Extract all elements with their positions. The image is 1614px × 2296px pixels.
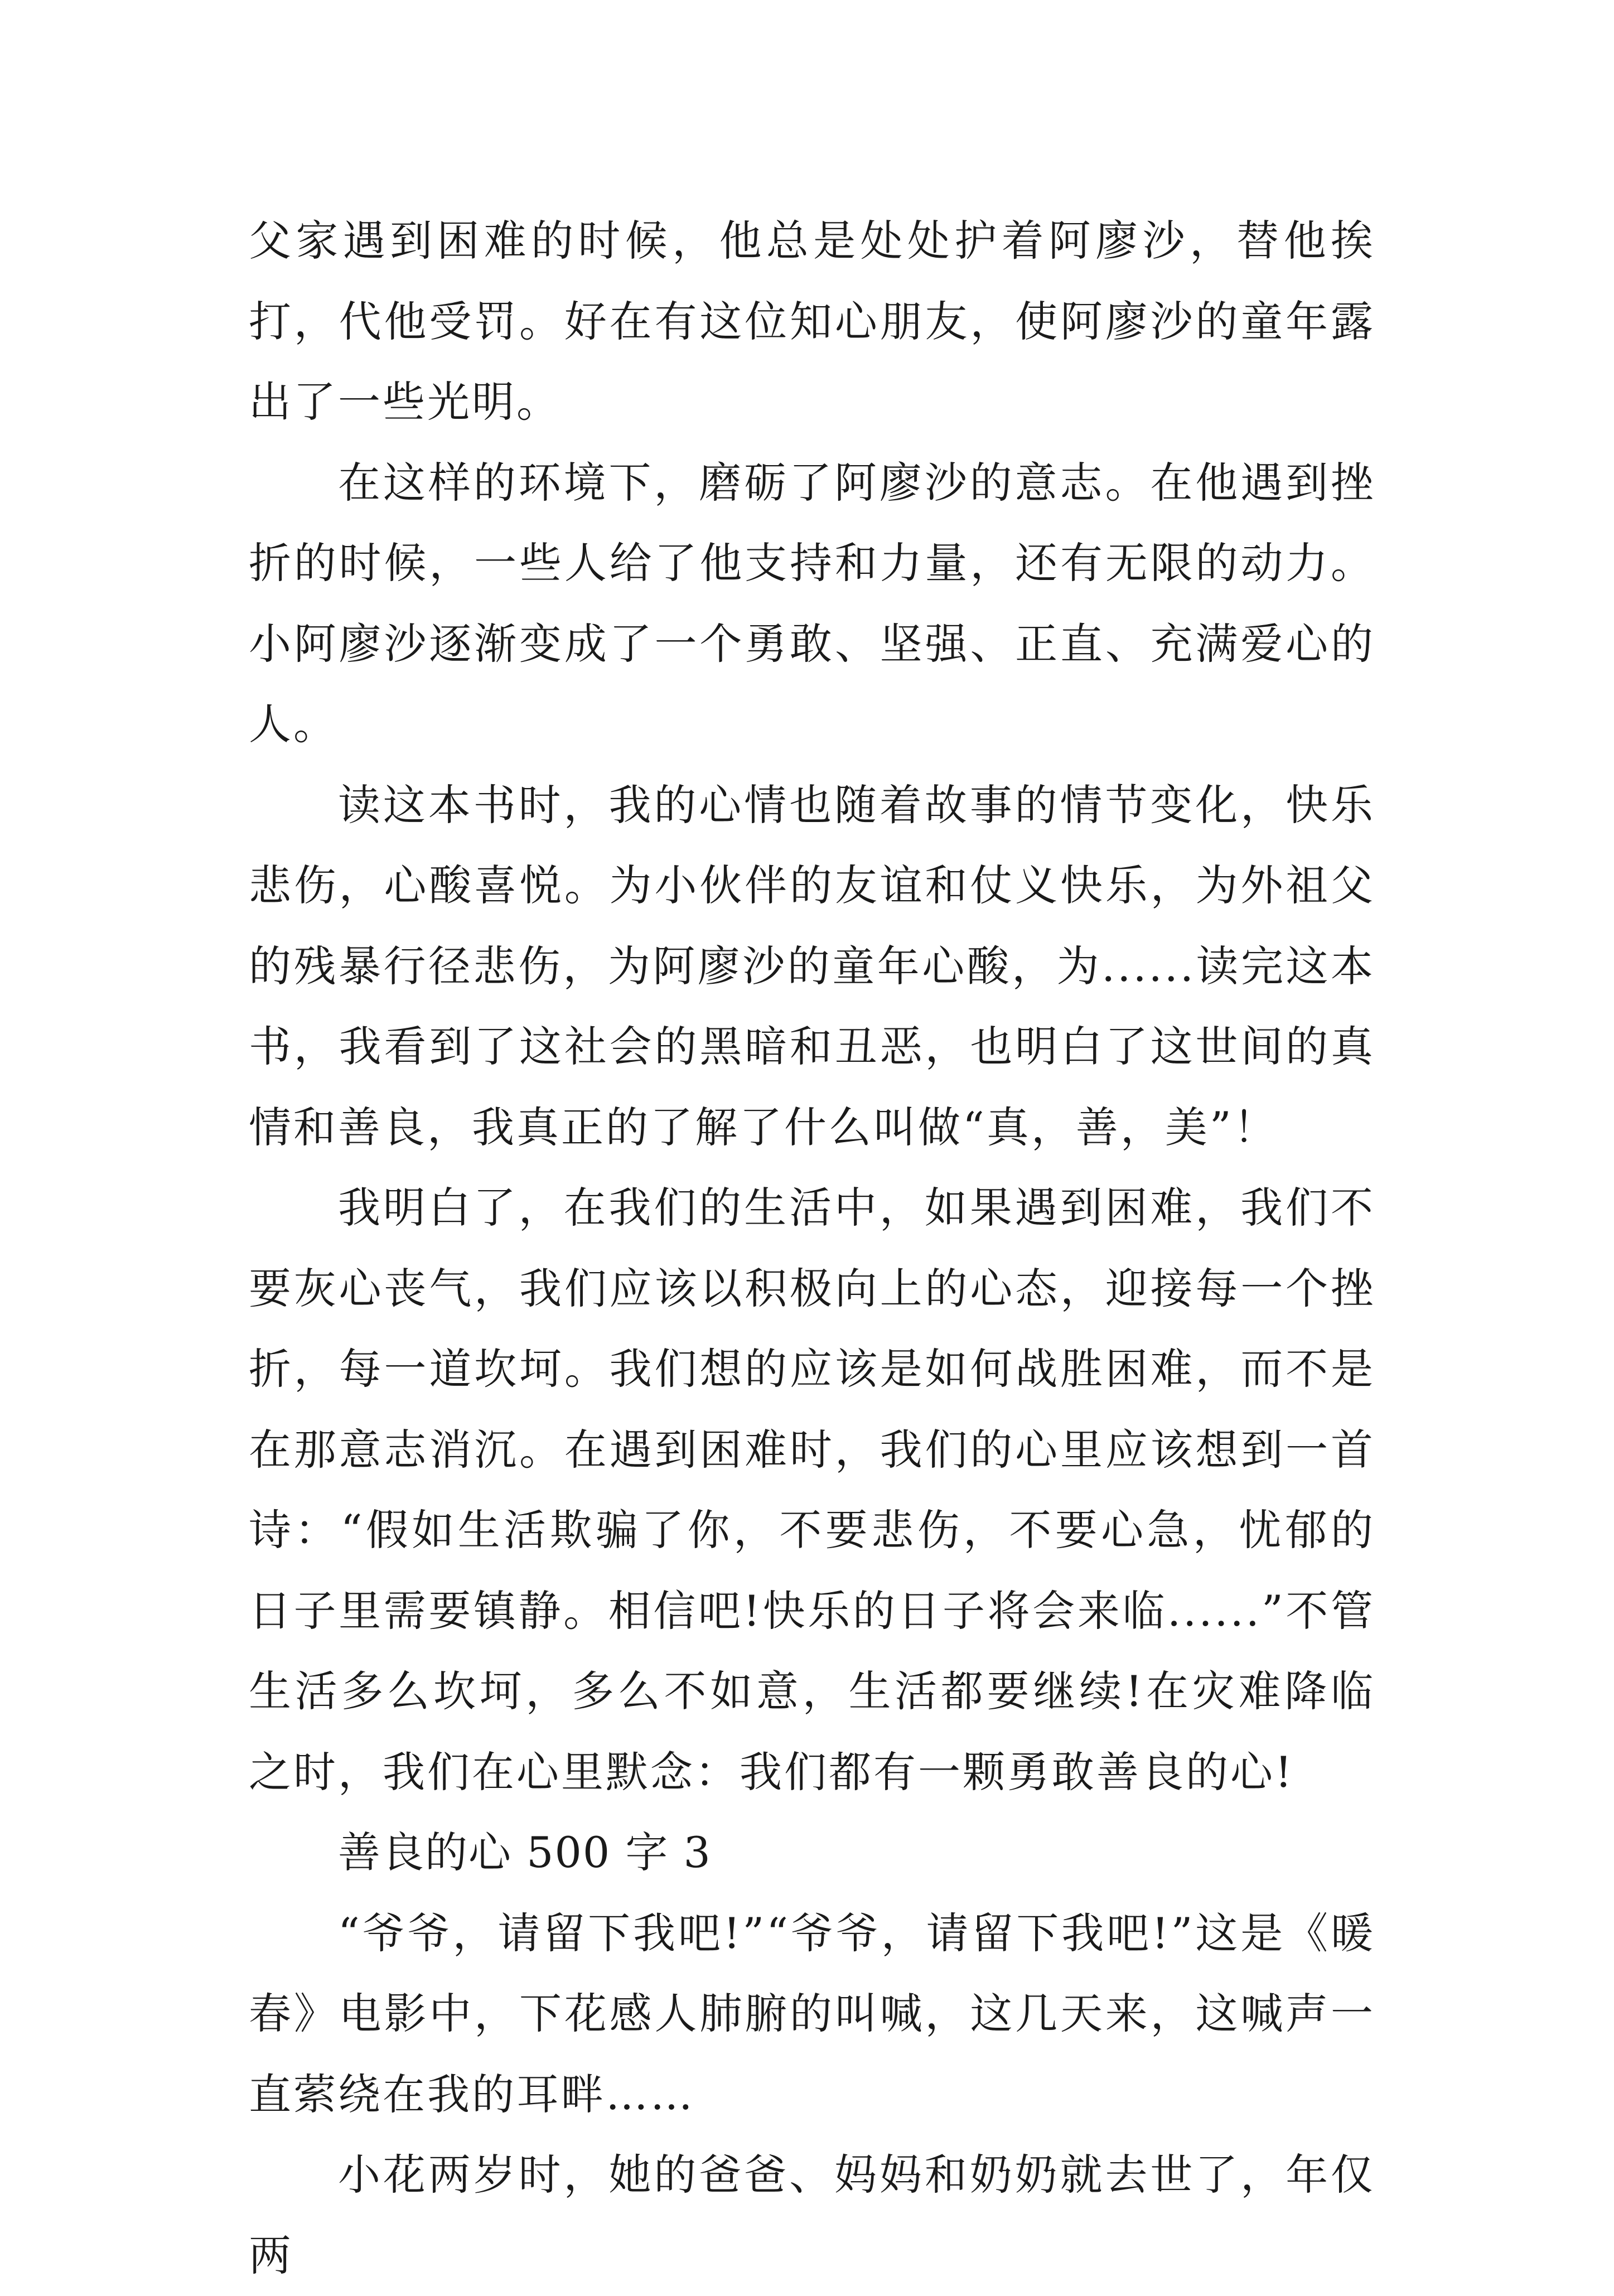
- paragraph: 读这本书时，我的心情也随着故事的情节变化，快乐悲伤，心酸喜悦。为小伙伴的友谊和仗义快乐，为外祖父的残暴行径悲伤，为阿廖沙的童年心酸，为......读完这本书，我看到了这社会的黑暗和丑恶，也明白了这世间的真情和善良，我真正的了解了什么叫做“真，善，美”！: [249, 780, 1375, 1152]
- paragraph: 小花两岁时，她的爸爸、妈妈和奶奶就去世了，年仅两: [249, 2150, 1375, 2280]
- paragraph: 父家遇到困难的时候，他总是处处护着阿廖沙，替他挨打，代他受罚。好在有这位知心朋友，使阿廖沙的童年露出了一些光明。: [249, 216, 1375, 427]
- body-text: [249, 201, 1375, 2296]
- paragraph: 我明白了，在我们的生活中，如果遇到困难，我们不要灰心丧气，我们应该以积极向上的心态，迎接每一个挫折，每一道坎坷。我们想的应该是如何战胜困难，而不是在那意志消沉。在遇到困难时，我们的心里应该想到一首诗：“假如生活欺骗了你，不要悲伤，不要心急，忧郁的日子里需要镇静。相信吧!快乐的日子将会来临......”不管生活多么坎坷，多么不如意，生活都要继续!在灾难降临之时，我们在心里默念：我们都有一颗勇敢善良的心!: [249, 1183, 1375, 1797]
- paragraph: 在这样的环境下，磨砺了阿廖沙的意志。在他遇到挫折的时候，一些人给了他支持和力量，还有无限的动力。小阿廖沙逐渐变成了一个勇敢、坚强、正直、充满爱心的人。: [249, 457, 1375, 749]
- section-heading: 善良的心 500 字 3: [338, 1828, 712, 1877]
- paragraph: “爷爷，请留下我吧!”“爷爷，请留下我吧!”这是《暖春》电影中，下花感人肺腑的叫喊，这几天来，这喊声一直萦绕在我的耳畔……: [249, 1908, 1375, 2119]
